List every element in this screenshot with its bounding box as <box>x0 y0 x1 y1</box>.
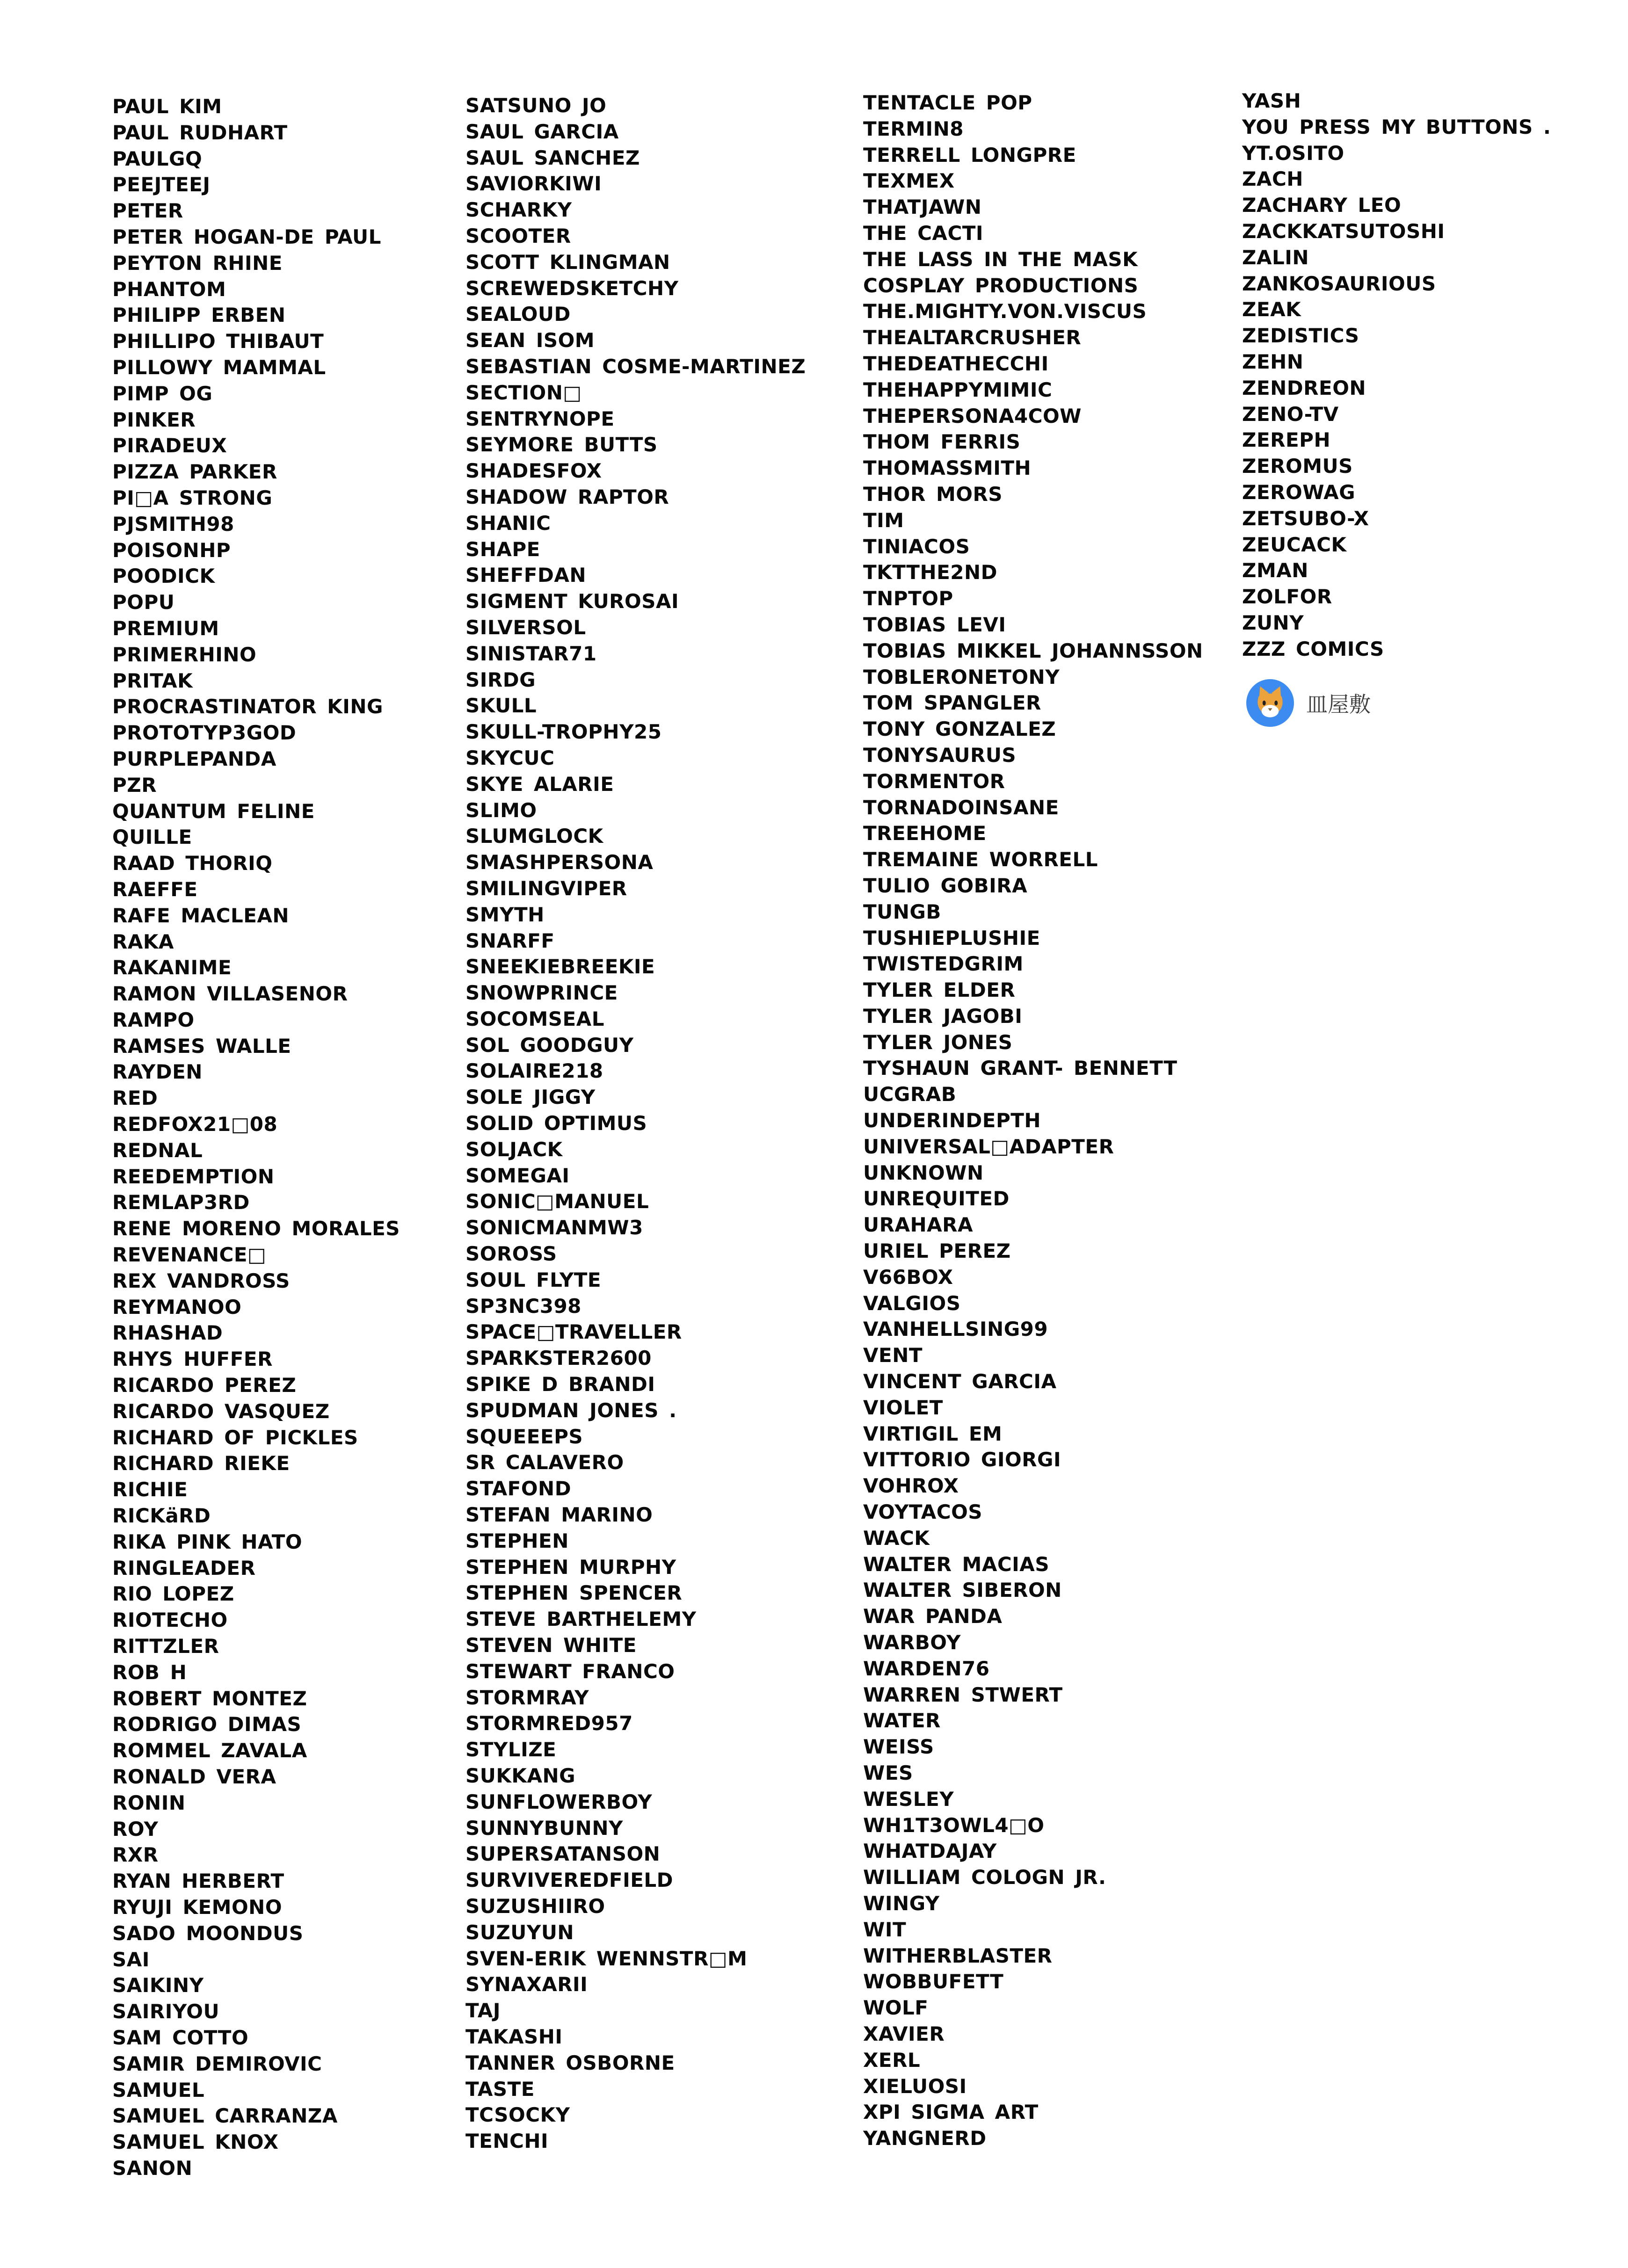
credit-name: PETER <box>112 199 183 223</box>
credit-name: RHYS HUFFER <box>112 1348 273 1371</box>
credit-name: POISONHP <box>112 538 231 562</box>
credit-name: WH1T3OWL4□O <box>863 1813 1045 1837</box>
credit-name: VIOLET <box>863 1396 943 1419</box>
credit-name: XIELUOSI <box>863 2074 967 2098</box>
credit-name: TREEHOME <box>863 822 987 845</box>
credit-name: TULIO GOBIRA <box>863 874 1028 897</box>
credit-name: PJSMITH98 <box>112 512 234 536</box>
credit-name: RAMPO <box>112 1008 195 1031</box>
credit-name: RICKäRD <box>112 1504 211 1528</box>
credit-name: SLUMGLOCK <box>465 825 603 848</box>
credit-name: V66BOX <box>863 1265 953 1289</box>
credits-column-4 <box>1242 88 1551 662</box>
credit-name: TASTE <box>465 2077 535 2101</box>
credit-name: PIRADEUX <box>112 434 227 457</box>
credit-name: PEYTON RHINE <box>112 251 283 275</box>
credit-name: SEAN ISOM <box>465 329 595 352</box>
credit-name: ZEREPH <box>1242 428 1331 452</box>
credit-name: SMYTH <box>465 903 545 926</box>
credit-name: URIEL PEREZ <box>863 1239 1011 1263</box>
credit-name: SAUL GARCIA <box>465 120 619 143</box>
credit-name: ZENO-TV <box>1242 402 1339 426</box>
credit-name: RAKA <box>112 930 174 953</box>
credit-name: SMILINGVIPER <box>465 877 627 900</box>
credit-name: TERMIN8 <box>863 117 964 140</box>
credit-name: RIKA PINK HATO <box>112 1530 303 1553</box>
credit-name: ZUNY <box>1242 611 1304 634</box>
credit-name: STORMRED957 <box>465 1712 633 1735</box>
credit-name: WOLF <box>863 1996 929 2020</box>
credit-name: ZETSUBO-X <box>1242 507 1369 530</box>
credit-name: XPI SIGMA ART <box>863 2101 1039 2124</box>
credit-name: VENT <box>863 1344 923 1367</box>
credit-name: VOYTACOS <box>863 1500 983 1524</box>
credit-name: WES <box>863 1761 913 1784</box>
credit-name: SAMUEL CARRANZA <box>112 2104 338 2128</box>
credit-name: SKYE ALARIE <box>465 772 614 796</box>
credit-name: TORMENTOR <box>863 769 1005 793</box>
credit-name: TOBLERONETONY <box>863 665 1060 688</box>
credit-name: STAFOND <box>465 1477 572 1500</box>
credit-name: WESLEY <box>863 1787 954 1811</box>
credit-name: STEPHEN <box>465 1529 569 1552</box>
credit-name: SNOWPRINCE <box>465 981 618 1005</box>
credit-name: RAEFFE <box>112 877 198 901</box>
credit-name: STEFAN MARINO <box>465 1503 653 1527</box>
credit-name: SECTION□ <box>465 381 582 404</box>
credit-name: SUZUYUN <box>465 1920 574 1944</box>
credit-name: STEVEN WHITE <box>465 1634 637 1657</box>
credit-name: SQUEEEPS <box>465 1425 583 1448</box>
credit-name: ROMMEL ZAVALA <box>112 1739 307 1762</box>
credit-name: SNARFF <box>465 929 555 952</box>
credit-name: RAMSES WALLE <box>112 1034 291 1058</box>
credit-name: SHADOW RAPTOR <box>465 485 669 508</box>
credit-name: PILLOWY MAMMAL <box>112 355 326 379</box>
credit-name: TYSHAUN GRANT- BENNETT <box>863 1057 1177 1080</box>
credit-name: PZR <box>112 773 157 797</box>
credit-name: SKYCUC <box>465 746 555 769</box>
credit-name: UCGRAB <box>863 1083 957 1106</box>
credit-name: PRIMERHINO <box>112 643 257 666</box>
credit-name: TENCHI <box>465 2130 549 2153</box>
credit-name: VOHROX <box>863 1474 959 1498</box>
credit-name: SHANIC <box>465 511 551 535</box>
credit-name: TUNGB <box>863 900 941 923</box>
credit-name: STORMRAY <box>465 1686 589 1709</box>
credit-name: SOCOMSEAL <box>465 1007 604 1030</box>
credit-name: TNPTOP <box>863 587 953 610</box>
credit-name: STYLIZE <box>465 1738 557 1761</box>
credit-name: STEPHEN MURPHY <box>465 1555 676 1579</box>
credit-name: SATSUNO JO <box>465 94 607 117</box>
credit-name: VALGIOS <box>863 1291 961 1315</box>
credit-name: WARBOY <box>863 1631 961 1654</box>
credit-name: POODICK <box>112 565 215 588</box>
credit-name: PI□A STRONG <box>112 486 273 509</box>
credit-name: TREMAINE WORRELL <box>863 848 1098 871</box>
credit-name: TANNER OSBORNE <box>465 2051 675 2074</box>
credit-name: SHEFFDAN <box>465 564 586 587</box>
credit-name: SIGMENT KUROSAI <box>465 590 679 613</box>
credit-name: SPIKE D BRANDI <box>465 1373 655 1396</box>
credit-name: WILLIAM COLOGN JR. <box>863 1866 1106 1889</box>
credit-name: REVENANCE□ <box>112 1243 267 1267</box>
credit-name: SVEN-ERIK WENNSTR□M <box>465 1947 748 1970</box>
credit-name: RITTZLER <box>112 1635 219 1658</box>
credit-name: RAAD THORIQ <box>112 852 273 875</box>
credit-name: QUANTUM FELINE <box>112 799 315 823</box>
credit-name: SOLID OPTIMUS <box>465 1112 647 1135</box>
credit-name: SR CALAVERO <box>465 1451 624 1474</box>
credit-name: UNDERINDEPTH <box>863 1109 1041 1132</box>
credit-name: TOBIAS LEVI <box>863 613 1006 636</box>
credit-name: SCOTT KLINGMAN <box>465 250 670 274</box>
credit-name: THOR MORS <box>863 482 1003 506</box>
credit-name: SADO MOONDUS <box>112 1921 304 1945</box>
credit-name: ZALIN <box>1242 246 1309 269</box>
credit-name: THE LASS IN THE MASK <box>863 247 1138 271</box>
credit-name: REX VANDROSS <box>112 1269 290 1292</box>
credit-name: SENTRYNOPE <box>465 407 615 430</box>
credit-name: PROTOTYP3GOD <box>112 721 297 745</box>
credit-name: SOUL FLYTE <box>465 1268 602 1291</box>
credit-name: PAUL KIM <box>112 95 222 118</box>
credit-name: RONALD VERA <box>112 1765 276 1788</box>
fox-avatar-icon <box>1246 679 1294 727</box>
credit-name: THE.MIGHTY.VON.VISCUS <box>863 300 1147 323</box>
credit-name: POPU <box>112 591 175 614</box>
credit-name: SOLJACK <box>465 1138 563 1161</box>
credit-name: ZZZ COMICS <box>1242 637 1384 660</box>
credit-name: SANON <box>112 2156 193 2180</box>
credit-name: RENE MORENO MORALES <box>112 1217 400 1240</box>
artist-name-label: 皿屋敷 <box>1306 692 1371 717</box>
credit-name: ZANKOSAURIOUS <box>1242 272 1436 295</box>
credit-name: TKTTHE2ND <box>863 561 998 584</box>
credit-name: ZEROWAG <box>1242 480 1356 504</box>
credit-name: TAJ <box>465 1999 501 2022</box>
credit-name: RXR <box>112 1843 159 1867</box>
credit-name: RYUJI KEMONO <box>112 1895 283 1919</box>
credit-name: YANGNERD <box>863 2127 987 2150</box>
credit-name: SHADESFOX <box>465 459 602 483</box>
credit-name: WIT <box>863 1918 907 1941</box>
credit-name: PURPLEPANDA <box>112 747 276 770</box>
credit-name: ZENDREON <box>1242 376 1366 399</box>
credit-name: ROB H <box>112 1660 187 1684</box>
credit-name: WITHERBLASTER <box>863 1944 1053 1967</box>
credit-name: TIM <box>863 508 904 532</box>
credit-name: THEALTARCRUSHER <box>863 326 1082 349</box>
credit-name: VITTORIO GIORGI <box>863 1448 1061 1471</box>
credit-name: SOLE JIGGY <box>465 1086 596 1109</box>
credit-name: SILVERSOL <box>465 616 586 639</box>
credit-name: PEEJTEEJ <box>112 173 211 196</box>
credit-name: RAKANIME <box>112 956 232 979</box>
credit-name: SONIC□MANUEL <box>465 1190 649 1213</box>
credit-name: WACK <box>863 1526 930 1550</box>
credits-column-1 <box>112 94 400 2181</box>
credit-name: ZACKKATSUTOSHI <box>1242 219 1445 243</box>
credit-name: SEYMORE BUTTS <box>465 433 658 456</box>
credit-name: SPARKSTER2600 <box>465 1347 652 1370</box>
credit-name: ZOLFOR <box>1242 585 1332 609</box>
credit-name: TYLER JONES <box>863 1030 1013 1054</box>
credit-name: ZMAN <box>1242 559 1308 582</box>
credit-name: ZEROMUS <box>1242 455 1353 478</box>
credit-name: RICHARD RIEKE <box>112 1452 290 1475</box>
credit-name: PAUL RUDHART <box>112 121 288 144</box>
credit-name: REMLAP3RD <box>112 1191 250 1214</box>
credit-name: PETER HOGAN-DE PAUL <box>112 225 381 248</box>
credit-name: WALTER MACIAS <box>863 1552 1050 1576</box>
credit-name: PHANTOM <box>112 277 226 301</box>
credit-name: ROY <box>112 1817 159 1840</box>
credit-name: TYLER ELDER <box>863 978 1016 1002</box>
credit-name: ROBERT MONTEZ <box>112 1687 307 1710</box>
credit-name: PHILIPP ERBEN <box>112 304 286 327</box>
credit-name: SUNNYBUNNY <box>465 1816 623 1840</box>
credit-name: THEPERSONA4COW <box>863 404 1082 428</box>
credit-name: STEPHEN SPENCER <box>465 1581 683 1605</box>
credit-name: UNIVERSAL□ADAPTER <box>863 1135 1114 1158</box>
credit-name: TINIACOS <box>863 535 970 558</box>
credit-name: YASH <box>1242 89 1301 112</box>
credit-name: SMASHPERSONA <box>465 851 654 874</box>
artist-attribution <box>1246 679 1371 727</box>
credits-column-3 <box>863 90 1203 2152</box>
credit-name: RAYDEN <box>112 1060 203 1084</box>
credits-column-2 <box>465 93 806 2154</box>
credit-name: ZACH <box>1242 167 1303 191</box>
credit-name: REYMANOO <box>112 1295 242 1319</box>
credit-name: WINGY <box>863 1891 940 1915</box>
credit-name: URAHARA <box>863 1213 973 1237</box>
credit-name: PROCRASTINATOR KING <box>112 695 384 718</box>
credit-name: RED <box>112 1087 158 1110</box>
credit-name: VINCENT GARCIA <box>863 1370 1057 1393</box>
credit-name: RIOTECHO <box>112 1609 228 1632</box>
credit-name: RICARDO VASQUEZ <box>112 1399 330 1423</box>
credit-name: ZEDISTICS <box>1242 324 1359 348</box>
credit-name: XERL <box>863 2048 921 2072</box>
credit-name: PAULGQ <box>112 147 203 170</box>
credit-name: SUKKANG <box>465 1764 576 1787</box>
credit-name: SAUL SANCHEZ <box>465 146 640 169</box>
credit-name: SAMUEL KNOX <box>112 2130 279 2154</box>
credit-name: SAI <box>112 1948 150 1971</box>
credit-name: SPUDMAN JONES . <box>465 1398 677 1422</box>
credit-name: PIZZA PARKER <box>112 460 277 484</box>
credit-name: SOMEGAI <box>465 1164 570 1187</box>
credit-name: RICHIE <box>112 1478 188 1501</box>
credit-name: SUZUSHIIRO <box>465 1894 605 1918</box>
credit-name: ZEUCACK <box>1242 533 1347 556</box>
credit-name: TONYSAURUS <box>863 743 1017 767</box>
credit-name: TYLER JAGOBI <box>863 1004 1023 1028</box>
credit-name: TERRELL LONGPRE <box>863 143 1076 167</box>
credit-name: RYAN HERBERT <box>112 1869 284 1893</box>
credit-name: STEVE BARTHELEMY <box>465 1608 697 1631</box>
credit-name: PREMIUM <box>112 616 219 640</box>
credit-name: SCHARKY <box>465 198 572 222</box>
credit-name: SLIMO <box>465 798 537 822</box>
credit-name: SIRDG <box>465 668 536 691</box>
credit-name: YT.OSITO <box>1242 141 1345 165</box>
credit-name: XAVIER <box>863 2022 945 2045</box>
credit-name: TOBIAS MIKKEL JOHANNSSON <box>863 639 1203 662</box>
credit-name: THATJAWN <box>863 196 982 219</box>
credit-name: THOMASSMITH <box>863 456 1032 480</box>
credit-name: SAVIORKIWI <box>465 172 602 196</box>
credit-name: TCSOCKY <box>465 2103 570 2127</box>
credit-name: PIMP OG <box>112 382 213 405</box>
credit-name: ZACHARY LEO <box>1242 194 1402 217</box>
credit-name: THE CACTI <box>863 221 984 245</box>
credit-name: TAKASHI <box>465 2025 563 2048</box>
credit-name: SKULL-TROPHY25 <box>465 720 662 744</box>
credit-name: RODRIGO DIMAS <box>112 1713 302 1736</box>
credit-name: SONICMANMW3 <box>465 1216 643 1239</box>
credit-name: SCOOTER <box>465 224 571 247</box>
credit-name: RICHARD OF PICKLES <box>112 1426 358 1449</box>
credit-name: SEALOUD <box>465 303 571 326</box>
credit-name: ZEAK <box>1242 298 1301 321</box>
credit-name: WHATDAJAY <box>863 1840 997 1863</box>
credit-name: REDNAL <box>112 1138 203 1162</box>
credit-name: YOU PRESS MY BUTTONS . <box>1242 115 1551 138</box>
credit-name: SUPERSATANSON <box>465 1842 661 1866</box>
credit-name: SYNAXARII <box>465 1973 588 1996</box>
credit-name: COSPLAY PRODUCTIONS <box>863 274 1139 297</box>
credit-name: RICARDO PEREZ <box>112 1374 297 1397</box>
credit-name: THEDEATHECCHI <box>863 352 1049 375</box>
credit-name: TUSHIEPLUSHIE <box>863 926 1040 949</box>
credit-name: ZEHN <box>1242 350 1304 373</box>
credit-name: SCREWEDSKETCHY <box>465 276 679 300</box>
credit-name: WARREN STWERT <box>863 1683 1063 1706</box>
credit-name: SP3NC398 <box>465 1294 581 1318</box>
credit-name: PRITAK <box>112 669 193 692</box>
credit-name: VANHELLSING99 <box>863 1318 1048 1341</box>
credit-name: WATER <box>863 1709 941 1732</box>
credit-name: SAIKINY <box>112 1974 204 1997</box>
credit-name: SUNFLOWERBOY <box>465 1790 653 1813</box>
credit-name: WEISS <box>863 1735 934 1759</box>
credit-name: UNREQUITED <box>863 1187 1010 1210</box>
credit-name: SHAPE <box>465 537 540 561</box>
credit-name: WOBBUFETT <box>863 1970 1004 1993</box>
credit-name: REEDEMPTION <box>112 1165 275 1188</box>
credit-name: TENTACLE POP <box>863 91 1032 114</box>
credit-name: TORNADOINSANE <box>863 796 1059 819</box>
credit-name: RAFE MACLEAN <box>112 904 290 927</box>
credit-name: THOM FERRIS <box>863 430 1021 454</box>
credit-name: RAMON VILLASENOR <box>112 982 348 1006</box>
credit-name: PINKER <box>112 408 196 431</box>
credit-name: SOROSS <box>465 1242 557 1266</box>
credit-name: SOL GOODGUY <box>465 1033 634 1057</box>
credit-name: SOLAIRE218 <box>465 1059 603 1083</box>
credit-name: WALTER SIBERON <box>863 1579 1062 1602</box>
credit-name: SURVIVEREDFIELD <box>465 1869 674 1892</box>
credit-name: QUILLE <box>112 826 192 849</box>
credit-name: SAMUEL <box>112 2078 205 2101</box>
credit-name: PHILLIPO THIBAUT <box>112 330 324 353</box>
credit-name: SEBASTIAN COSME-MARTINEZ <box>465 355 806 378</box>
credit-name: THEHAPPYMIMIC <box>863 378 1053 401</box>
credit-name: RONIN <box>112 1791 186 1814</box>
credit-name: SKULL <box>465 694 537 717</box>
credit-name: RIO LOPEZ <box>112 1582 234 1606</box>
credit-name: VIRTIGIL EM <box>863 1422 1003 1445</box>
credit-name: WARDEN76 <box>863 1657 990 1680</box>
credit-name: REDFOX21□08 <box>112 1113 278 1136</box>
credit-name: TWISTEDGRIM <box>863 952 1024 976</box>
credit-name: TONY GONZALEZ <box>863 717 1056 741</box>
credit-name: SAIRIYOU <box>112 2000 220 2023</box>
credit-name: RHASHAD <box>112 1321 223 1345</box>
credit-name: WAR PANDA <box>863 1605 1003 1628</box>
credit-name: SAM COTTO <box>112 2026 249 2049</box>
credit-name: TEXMEX <box>863 169 955 193</box>
credit-name: SNEEKIEBREEKIE <box>465 955 655 978</box>
credit-name: TOM SPANGLER <box>863 691 1041 715</box>
credit-name: RINGLEADER <box>112 1556 256 1580</box>
credit-name: SPACE□TRAVELLER <box>465 1320 682 1344</box>
credit-name: SINISTAR71 <box>465 642 597 665</box>
credit-name: SAMIR DEMIROVIC <box>112 2052 322 2075</box>
credit-name: STEWART FRANCO <box>465 1659 675 1683</box>
credit-name: UNKNOWN <box>863 1161 984 1184</box>
